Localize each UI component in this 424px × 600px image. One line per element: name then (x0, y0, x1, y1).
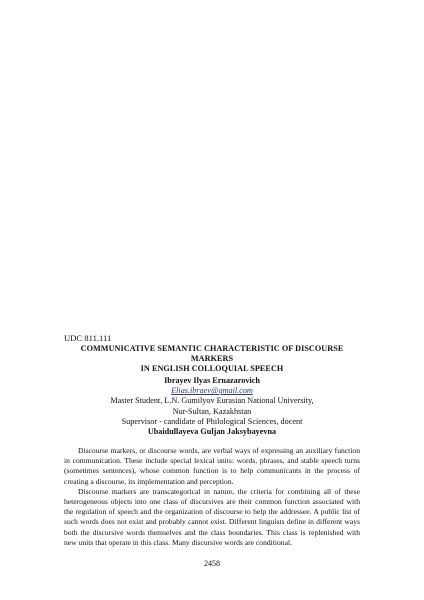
article-body (64, 446, 360, 548)
article-title (64, 344, 360, 374)
author-block (64, 376, 360, 437)
author-name: Ibrayev Ilyas Ernazarovich (164, 376, 260, 385)
author-location: Nur-Sultan, Kazakhstan (172, 406, 252, 416)
supervisor-credentials: Supervisor - candidate of Philological Sciences, docent (121, 416, 303, 426)
author-email-link[interactable]: Elias.ibraev@gmail.com (171, 386, 253, 396)
author-position: Master Student, L.N. Gumilyov Eurasian National University, (110, 396, 314, 406)
supervisor-name: Ubaidullayeva Guljan Jaksybayevna (147, 427, 277, 437)
udc-code: UDC 811.111 (64, 333, 112, 343)
title-line-1: COMMUNICATIVE SEMANTIC CHARACTERISTIC OF DISCOURSE MARKERS (80, 344, 344, 363)
body-paragraph: Discourse markers, or discourse words, are verbal ways of expressing an auxiliary function in communication. These include special lexical units: words, phrases, and stable speech turns (sometimes sentences), whose common function is to help communicants in the process of creating a discourse, its implementation and perception. (64, 446, 360, 486)
title-line-2: IN ENGLISH COLLOQUIAL SPEECH (140, 364, 284, 373)
page-number: 2458 (204, 559, 220, 568)
body-paragraph: Discourse markers are transcategorical in nature, the criteria for combining all of these heterogeneous objects into one class of discursives are their common function associated with the regulation of speech and the organization of discourse to help the addressee. A public list of such words does not exist and probably cannot exist. Different linguists define in different ways both the discursive words themselves and the class boundaries. This class is replenished with new units that operate in this class. Many discursive words are conditional. (64, 486, 360, 547)
